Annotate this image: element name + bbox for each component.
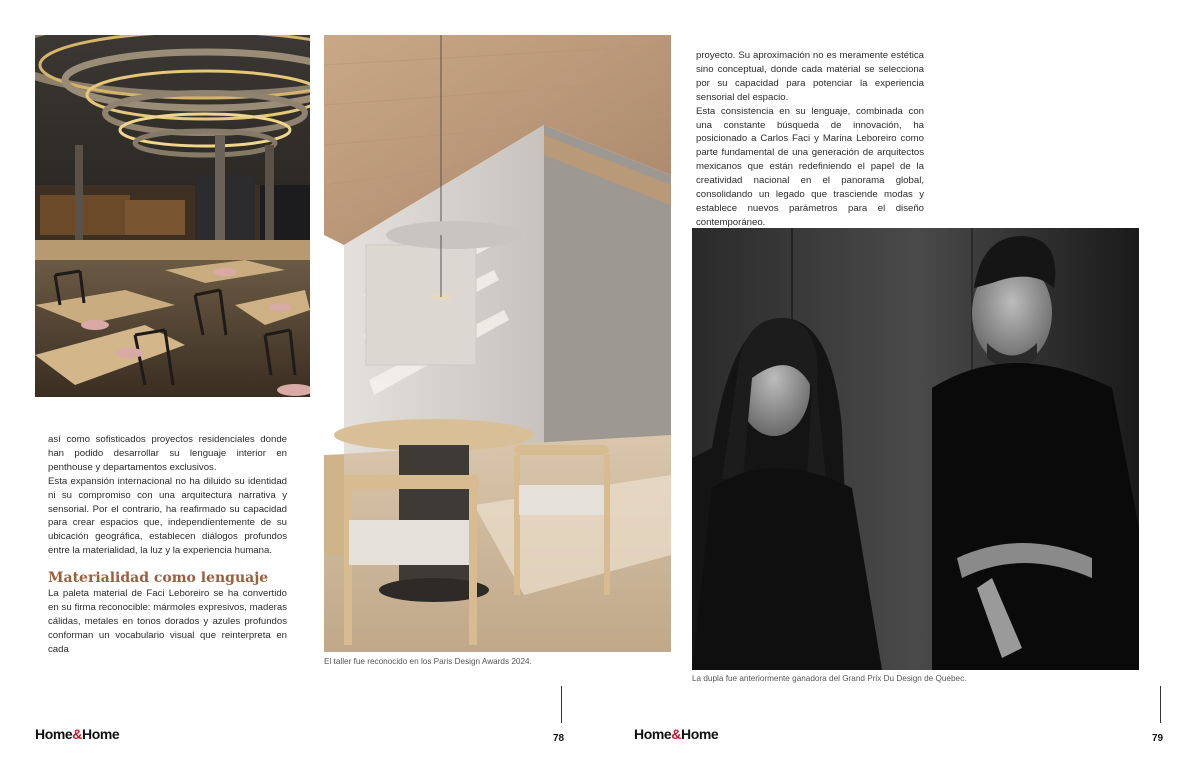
body-paragraph: así como sofisticados proyectos residenciales donde han podido desarrollar su lenguaje interior en penthouse y departamentos exclusivos. [48, 434, 287, 473]
logo-ampersand: & [72, 726, 83, 742]
architects-portrait-photo [692, 228, 1139, 670]
page-divider-right [1160, 686, 1161, 723]
restaurant-interior-photo [35, 35, 310, 397]
logo-ampersand: & [671, 726, 682, 742]
left-body-text [48, 433, 287, 558]
logo-word: Home [681, 726, 719, 742]
right-body-text [696, 49, 924, 230]
dining-room-photo [324, 35, 671, 652]
body-paragraph: proyecto. Su aproximación no es meramente estética sino conceptual, donde cada material se selecciona por su capacidad para potenciar la experiencia sensorial del espacio. [696, 50, 924, 103]
logo-word: Home [634, 726, 672, 742]
magazine-logo-right [634, 726, 718, 742]
magazine-logo-left [35, 726, 119, 742]
body-paragraph: Esta consistencia en su lenguaje, combinada con una constante búsqueda de innovación, ha posicionado a Carlos Faci y Marina Leboreiro como parte fundamental de una generación de arquitectos mexicanos que están redefiniendo el papel de la creatividad nacional en el panorama global, consolidando un legado que trasciende modas y establece nuevos parámetros para el diseño contemporáneo. [696, 105, 924, 228]
section-paragraph [48, 587, 287, 657]
photo-caption-middle: El taller fue reconocido en los Paris Design Awards 2024. [324, 657, 532, 666]
page-number-right: 79 [1152, 733, 1164, 744]
logo-word: Home [35, 726, 73, 742]
page-divider-left [561, 686, 562, 723]
logo-word: Home [82, 726, 120, 742]
page-number-left: 78 [553, 733, 565, 744]
section-body: La paleta material de Faci Leboreiro se ha convertido en su firma reconocible: mármoles expresivos, maderas cálidas, metales en tonos dorados y azules profundos conforman un vocabulario visual que reinterpreta en cada [48, 588, 287, 655]
body-paragraph: Esta expansión internacional no ha diluido su identidad ni su compromiso con una arquitectura narrativa y sensorial. Por el contrario, ha reafirmado su capacidad para crear espacios que, independientemente de su ubicación geográfica, establecen diálogos profundos entre la materialidad, la luz y la experiencia humana. [48, 475, 287, 557]
photo-caption-right: La dupla fue anteriormente ganadora del Grand Prix Du Design de Quebec. [692, 674, 967, 683]
section-heading: Materialidad como lenguaje [48, 570, 269, 586]
